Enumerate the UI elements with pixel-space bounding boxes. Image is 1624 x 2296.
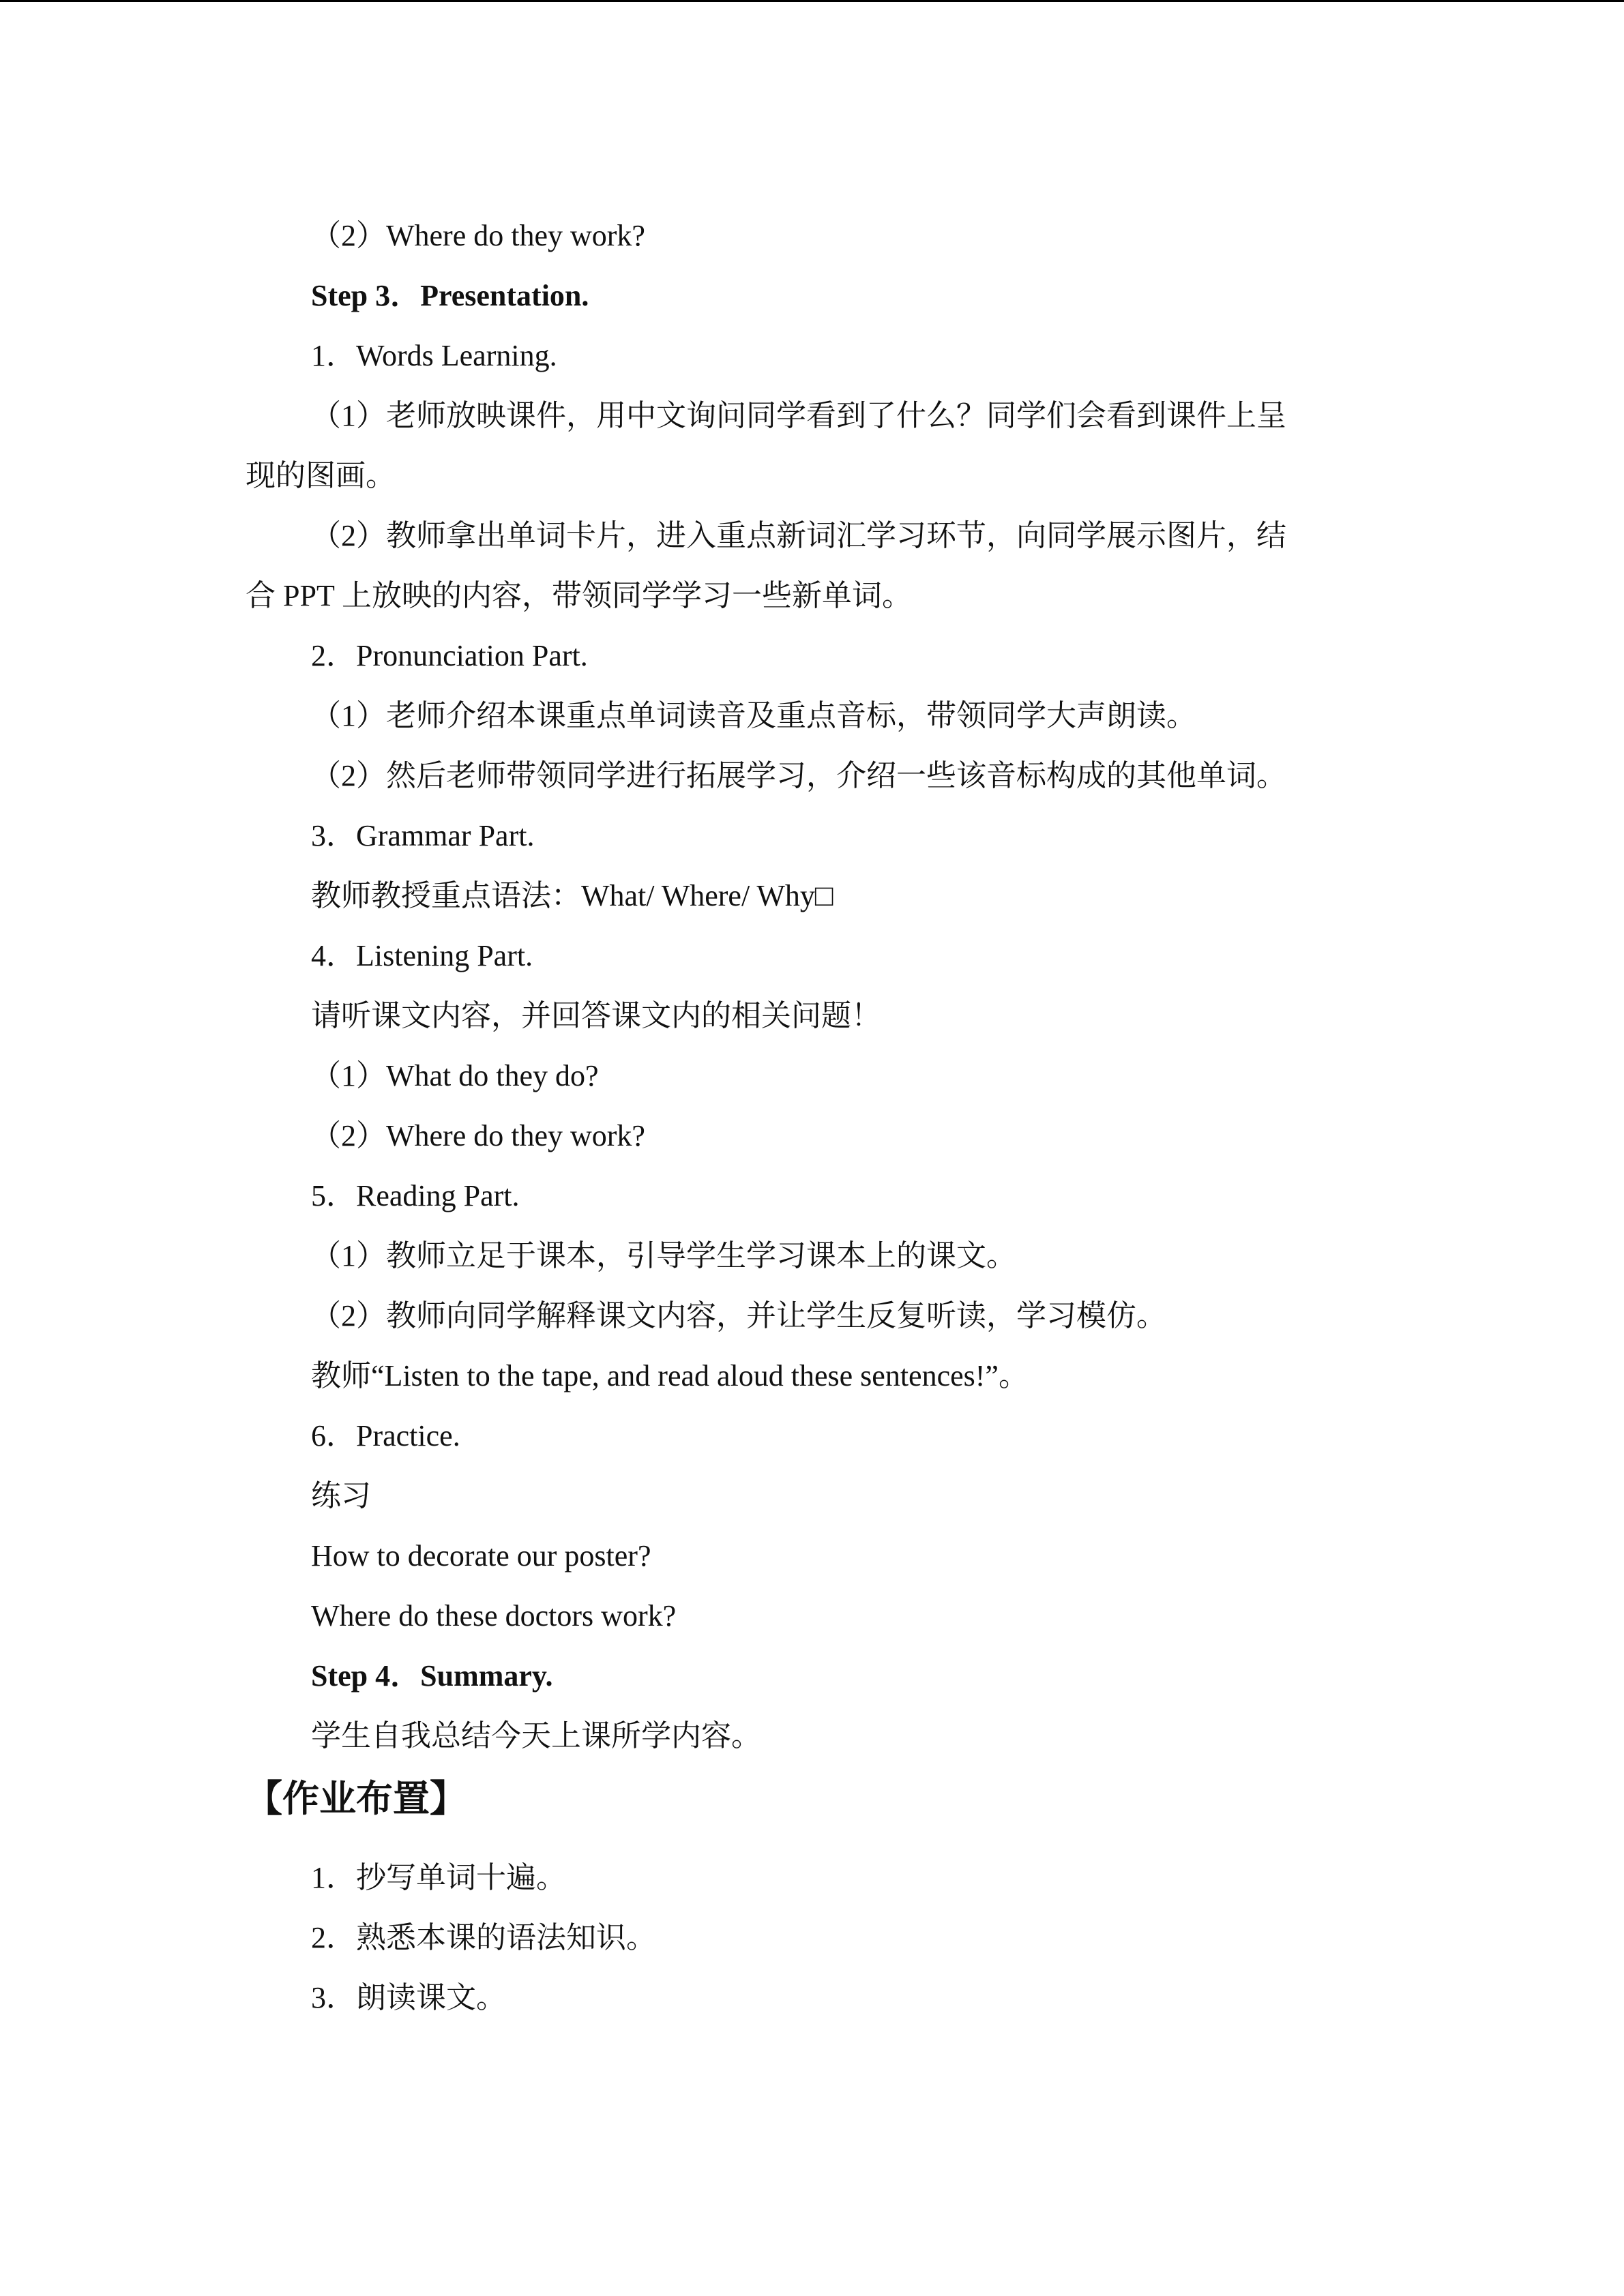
reading-item-2: （2）教师向同学解释课文内容，并让学生反复听读，学习模仿。 xyxy=(311,1299,1166,1332)
pronunciation-item-2: （2）然后老师带领同学进行拓展学习，介绍一些该音标构成的其他单词。 xyxy=(311,759,1286,792)
homework-item: 3．朗读课文。 xyxy=(311,1981,506,2014)
words-learning-item-1: （1）老师放映课件，用中文询问同学看到了什么？同学们会看到课件上呈 xyxy=(311,399,1286,432)
words-learning-item-2-cont: 合 PPT 上放映的内容，带领同学学习一些新单词。 xyxy=(246,579,913,612)
summary-text: 学生自我总结今天上课所学内容。 xyxy=(311,1719,761,1753)
listening-instruction: 请听课文内容，并回答课文内的相关问题！ xyxy=(311,999,881,1032)
words-learning-item-1-cont: 现的图画。 xyxy=(246,459,396,492)
step-4-heading: Step 4．Summary. xyxy=(311,1659,553,1693)
reading-quote: 教师“Listen to the tape, and read aloud these sentences!”。 xyxy=(311,1359,1029,1392)
words-learning-item-2: （2）教师拿出单词卡片，进入重点新词汇学习环节，向同学展示图片，结 xyxy=(311,519,1286,552)
reading-item-1: （1）教师立足于课本，引导学生学习课本上的课文。 xyxy=(311,1239,1016,1272)
listening-title: 4．Listening Part. xyxy=(311,939,533,972)
practice-label: 练习 xyxy=(311,1479,371,1512)
listening-question-1: （1）What do they do? xyxy=(311,1059,599,1092)
homework-item: 1．抄写单词十遍。 xyxy=(311,1861,566,1894)
grammar-title: 3．Grammar Part. xyxy=(311,819,535,852)
listening-question-2: （2）Where do they work? xyxy=(311,1119,645,1152)
practice-title: 6．Practice. xyxy=(311,1419,460,1452)
pronunciation-title: 2．Pronunciation Part. xyxy=(311,639,588,672)
reading-title: 5．Reading Part. xyxy=(311,1179,520,1212)
homework-item: 2．熟悉本课的语法知识。 xyxy=(311,1921,656,1954)
words-learning-title: 1．Words Learning. xyxy=(311,339,557,372)
grammar-text: 教师教授重点语法：What/ Where/ Why□ xyxy=(311,879,833,912)
question-where-work: （2）Where do they work? xyxy=(311,219,645,252)
step-3-heading: Step 3．Presentation. xyxy=(311,279,589,312)
practice-question-2: Where do these doctors work? xyxy=(311,1599,677,1632)
homework-heading: 【作业布置】 xyxy=(246,1777,467,1820)
practice-question-1: How to decorate our poster? xyxy=(311,1539,651,1572)
pronunciation-item-1: （1）老师介绍本课重点单词读音及重点音标，带领同学大声朗读。 xyxy=(311,699,1196,732)
